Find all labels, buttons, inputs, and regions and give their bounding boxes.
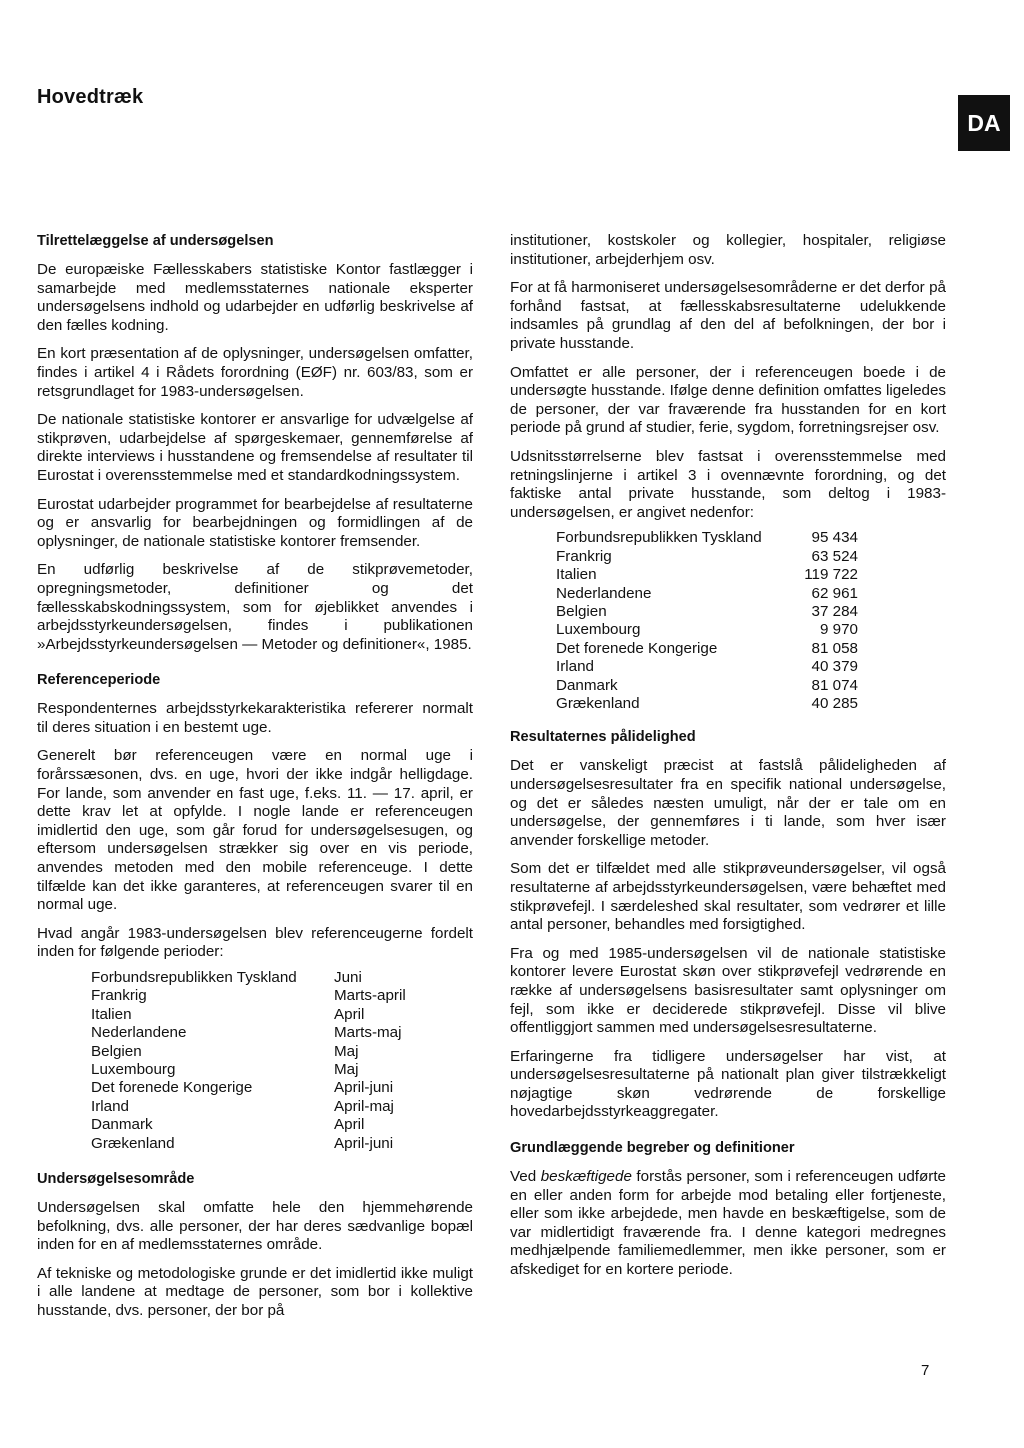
paragraph: Det er vanskeligt præcist at fastslå pålideligheden af undersøgelsesresultater fra en specifik national undersøgelse, og det er således næsten umuligt, når der er tale om en undersøgelse, der gennemføres i ti lande, som hver især anvender forskellige metoder. xyxy=(510,757,946,849)
reference-period-table xyxy=(91,969,406,1153)
table-row xyxy=(91,1061,406,1079)
period-cell: April-maj xyxy=(334,1097,394,1115)
paragraph: Omfattet er alle personer, der i referenceugen boede i de undersøgte husstande. Ifølge denne definition omfattes ligeledes de personer, der var fraværende fra husstanden for en kort periode på grund af studier, ferie, sygdom, forretningsrejser osv. xyxy=(510,363,946,437)
country-cell: Danmark xyxy=(556,676,618,694)
table-row xyxy=(91,1006,406,1024)
table-row xyxy=(556,566,858,584)
definition-paragraph xyxy=(510,1168,946,1280)
table-row xyxy=(556,548,858,566)
country-cell: Luxembourg xyxy=(556,621,641,639)
value-cell: 63 524 xyxy=(811,547,858,565)
country-cell: Nederlandene xyxy=(556,584,652,602)
period-cell: Marts-april xyxy=(334,987,406,1005)
paragraph: Eurostat udarbejder programmet for bearbejdelse af resultaterne og er ansvarlig for bearbejdningen og formidlingen af de oplysninger, de nationale statistiske kontorer fremsender. xyxy=(37,495,473,550)
value-cell: 9 970 xyxy=(819,621,858,639)
paragraph: Af tekniske og metodologiske grunde er det imidlertid ikke muligt i alle landene at medtage de personer, som bor i kollektive husstande, dvs. personer, der bor på xyxy=(37,1264,473,1320)
value-cell: 81 074 xyxy=(811,676,858,694)
table-row xyxy=(91,969,406,987)
paragraph: For at få harmoniseret undersøgelsesområderne er det derfor på forhånd fastsat, at fællesskabsresultaterne udelukkende indsamles på grundlag af den del af befolkningen, der bor i private husstande. xyxy=(510,279,946,352)
table-row xyxy=(91,1079,406,1097)
table-row xyxy=(91,1024,406,1042)
country-cell: Italien xyxy=(556,566,597,584)
period-cell: April-juni xyxy=(334,1079,394,1097)
period-cell: Maj xyxy=(334,1061,359,1079)
page-number: 7 xyxy=(921,1362,930,1379)
section-heading: Tilrettelæggelse af undersøgelsen xyxy=(37,233,274,249)
country-cell: Frankrig xyxy=(91,987,147,1005)
country-cell: Irland xyxy=(91,1097,129,1115)
table-row xyxy=(556,585,858,603)
paragraph: Udsnitsstørrelserne blev fastsat i overensstemmelse med retningslinjerne i artikel 3 i ovennævnte forordning, og det faktiske antal private husstande, som deltog i 1983-undersøgelsen, er angivet nedenfor: xyxy=(510,447,946,521)
table-row xyxy=(556,695,858,713)
country-cell: Belgien xyxy=(91,1042,142,1060)
table-row xyxy=(556,621,858,639)
country-cell: Forbundsrepublikken Tyskland xyxy=(91,969,297,986)
country-cell: Det forenede Kongerige xyxy=(556,639,718,657)
period-cell: Juni xyxy=(334,969,362,986)
section-heading: Grundlæggende begreber og definitioner xyxy=(510,1140,795,1157)
value-cell: 62 961 xyxy=(811,584,858,602)
section-heading: Resultaternes pålidelighed xyxy=(510,729,696,746)
paragraph: De nationale statistiske kontorer er ansvarlige for udvælgelse af stikprøven, udarbejdelse af spørgeskemaer, gennemførelse af direkte interviews i husstandene og fremsendelse af resultater til Eurostat i overensstemmelse med et standardkodningssystem. xyxy=(37,411,473,484)
value-cell: 95 434 xyxy=(811,529,858,547)
paragraph: Fra og med 1985-undersøgelsen vil de nationale statistiske kontorer levere Eurostat skøn over stikprøvefejl vedrørende en række af undersøgelsens basisresultater samt oplysninger om fejl, som ikke er deciderede stikprøvefejl. Disse vil blive offentliggjort sammen med undersøgelsesresultaterne. xyxy=(510,944,946,1037)
paragraph: De europæiske Fællesskabers statistiske Kontor fastlægger i samarbejde med medlemsstaternes nationale eksperter undersøgelsens indhold og udarbejder en udførlig beskrivelse af den fælles kodning. xyxy=(37,261,473,334)
section-heading: Undersøgelsesområde xyxy=(37,1171,195,1188)
country-cell: Frankrig xyxy=(556,547,612,565)
paragraph: institutioner, kostskoler og kollegier, hospitaler, religiøse institutioner, arbejderhjem osv. xyxy=(510,232,946,268)
table-row xyxy=(556,658,858,676)
country-cell: Grækenland xyxy=(556,694,640,712)
paragraph: Respondenternes arbejdsstyrkekarakteristika refererer normalt til deres situation i en bestemt uge. xyxy=(37,700,473,736)
value-cell: 37 284 xyxy=(811,602,858,620)
value-cell: 40 379 xyxy=(811,658,858,676)
country-cell: Irland xyxy=(556,658,594,676)
country-cell: Grækenland xyxy=(91,1134,175,1152)
table-row xyxy=(556,529,858,547)
value-cell: 119 722 xyxy=(804,566,858,584)
period-cell: April xyxy=(334,1005,365,1023)
country-cell: Forbundsrepublikken Tyskland xyxy=(556,529,762,547)
country-cell: Nederlandene xyxy=(91,1024,187,1042)
country-cell: Belgien xyxy=(556,602,607,620)
paragraph: En udførlig beskrivelse af de stikprøvemetoder, opregningsmetoder, definitioner og det fællesskabskodningssystem, som for øjeblikket anvendes i arbejdsstyrkeundersøgelsen, findes i publikationen »Arbejdsstyrkeundersøgelsen — Metoder og definitioner«, 1985. xyxy=(37,561,473,653)
paragraph: En kort præsentation af de oplysninger, undersøgelsen omfatter, findes i artikel 4 i Rådets forordning (EØF) nr. 603/83, som er retsgrundlaget for 1983-undersøgelsen. xyxy=(37,345,473,400)
emphasized-term: beskæftigede xyxy=(540,1168,632,1186)
country-cell: Luxembourg xyxy=(91,1061,176,1079)
table-row xyxy=(91,987,406,1005)
paragraph: Undersøgelsen skal omfatte hele den hjemmehørende befolkning, dvs. alle personer, der har deres sædvanlige bopæl inden for en af medlemsstaternes område. xyxy=(37,1199,473,1254)
table-row xyxy=(556,603,858,621)
period-cell: April-juni xyxy=(334,1134,394,1152)
language-badge: DA xyxy=(958,95,1010,151)
table-row xyxy=(91,1043,406,1061)
value-cell: 81 058 xyxy=(811,639,858,657)
text-fragment: forstås personer, som i referenceugen udførte en eller anden form for arbejde mod betaling eller fortjeneste, eller som ikke arbejdede, men havde en beskæftigelse, som de var midlertidigt fraværende fra. I denne kategori medregnes medhjælpende familiemedlemmer, men ikke personer, som er afskediget for en kortere periode. xyxy=(510,1168,946,1279)
value-cell: 40 285 xyxy=(811,694,858,712)
paragraph: Generelt bør referenceugen være en normal uge i forårssæsonen, dvs. en uge, hvori der ikke indgår helligdage. For lande, som anvender en fast uge, f.eks. 11. — 17. april, er dette krav let at opfylde. I nogle lande er referenceugen imidlertid den uge, som går forud for undersøgelsesugen, og eftersom undersøgelsen strækker sig over en vis periode, anvendes metoden med den mobile referenceuge. I dette tilfælde kan det ikke garanteres, at referenceugen svarer til en normal uge. xyxy=(37,747,473,914)
table-row xyxy=(91,1116,406,1134)
page-title: Hovedtræk xyxy=(37,86,144,108)
table-row xyxy=(556,640,858,658)
period-cell: April xyxy=(334,1116,365,1134)
text-fragment: Ved xyxy=(510,1168,541,1186)
country-cell: Det forenede Kongerige xyxy=(91,1079,253,1097)
left-column xyxy=(37,232,473,1331)
paragraph: Erfaringerne fra tidligere undersøgelser har vist, at undersøgelsesresultaterne på nationalt plan giver tilstrækkeligt nøjagtige skøn vedrørende de forskellige hovedarbejdsstyrkeaggregater. xyxy=(510,1047,946,1121)
paragraph: Som det er tilfældet med alle stikprøveundersøgelser, vil også resultaterne af arbejdsstyrkeundersøgelsen, være behæftet med stikprøvefejl. I særdeleshed skal resultater, som vedrører et lille antal personer, behandles med forsigtighed. xyxy=(510,860,946,934)
period-cell: Marts-maj xyxy=(334,1024,402,1042)
right-column xyxy=(510,232,946,1290)
country-cell: Danmark xyxy=(91,1116,153,1134)
section-heading: Referenceperiode xyxy=(37,672,161,689)
table-row xyxy=(91,1098,406,1116)
paragraph: Hvad angår 1983-undersøgelsen blev referenceugerne fordelt inden for følgende perioder: xyxy=(37,924,473,961)
table-row xyxy=(91,1135,406,1153)
table-row xyxy=(556,677,858,695)
period-cell: Maj xyxy=(334,1042,359,1060)
country-cell: Italien xyxy=(91,1005,132,1023)
sample-size-table xyxy=(556,529,858,713)
